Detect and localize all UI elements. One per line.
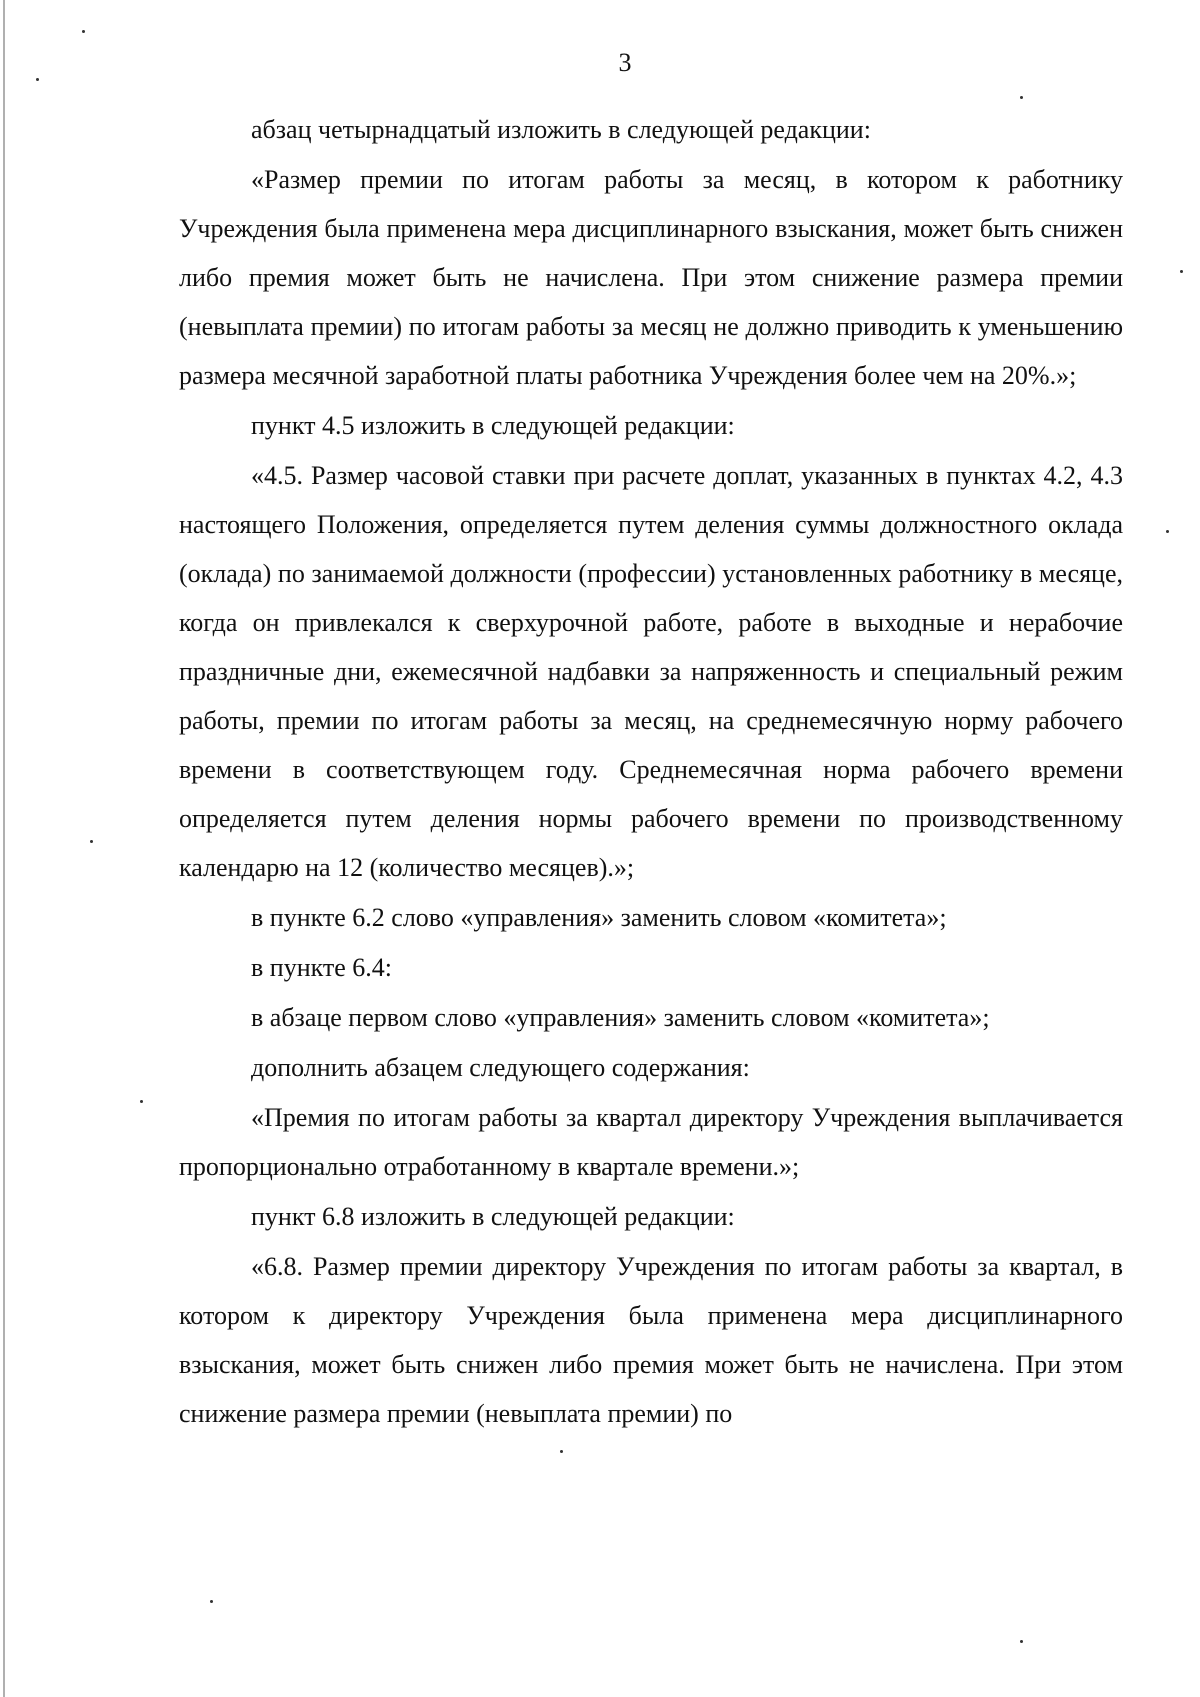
paragraph: «Размер премии по итогам работы за месяц, в котором к работнику Учреждения была применена мера дисциплинарного взыскания, может быть снижен либо премия может быть не начислена. При этом снижение размера премии (невыплата премии) по итогам работы за месяц не должно приводить к уменьшению размера месячной заработной платы работника Учреждения более чем на 20%.»;: [179, 165, 1123, 390]
scan-speck: [1180, 270, 1183, 273]
paragraph: «4.5. Размер часовой ставки при расчете доплат, указанных в пунктах 4.2, 4.3 настоящего Положения, определяется путем деления суммы должностного оклада (оклада) по занимаемой должности (профессии) установленных работнику в месяце, когда он привлекался к сверхурочной работе, работе в выходные и нерабочие праздничные дни, ежемесячной надбавки за напряженность и специальный режим работы, премии по итогам работы за месяц, на среднемесячную норму рабочего времени в соответствующем году. Среднемесячная норма рабочего времени определяется путем деления нормы рабочего времени по производственному календарю на 12 (количество месяцев).»;: [179, 461, 1123, 882]
scan-speck: [210, 1600, 213, 1603]
scan-speck: [140, 1100, 143, 1103]
paragraph: дополнить абзацем следующего содержания:: [251, 1053, 750, 1082]
scan-edge-line: [3, 0, 5, 1697]
paragraph: в абзаце первом слово «управления» заменить словом «комитета»;: [251, 1003, 990, 1032]
paragraph: «Премия по итогам работы за квартал директору Учреждения выплачивается пропорционально отработанному в квартале времени.»;: [179, 1103, 1123, 1181]
scan-speck: [1166, 530, 1169, 533]
document-body: [179, 105, 1123, 1439]
paragraph: пункт 4.5 изложить в следующей редакции:: [251, 411, 735, 440]
scan-speck: [90, 840, 93, 843]
scan-speck: [1020, 1640, 1023, 1643]
paragraph: в пункте 6.4:: [251, 953, 393, 982]
paragraph: в пункте 6.2 слово «управления» заменить словом «комитета»;: [251, 903, 947, 932]
paragraph: абзац четырнадцатый изложить в следующей редакции:: [251, 115, 871, 144]
scan-speck: [82, 30, 85, 33]
paragraph: пункт 6.8 изложить в следующей редакции:: [251, 1202, 735, 1231]
scan-speck: [36, 78, 39, 81]
paragraph: «6.8. Размер премии директору Учреждения по итогам работы за квартал, в котором к директору Учреждения была применена мера дисциплинарного взыскания, может быть снижен либо премия может быть не начислена. При этом снижение размера премии (невыплата премии) по: [179, 1252, 1123, 1428]
scan-speck: [1020, 96, 1023, 99]
page-number: 3: [618, 48, 632, 77]
scan-speck: [560, 1450, 563, 1453]
